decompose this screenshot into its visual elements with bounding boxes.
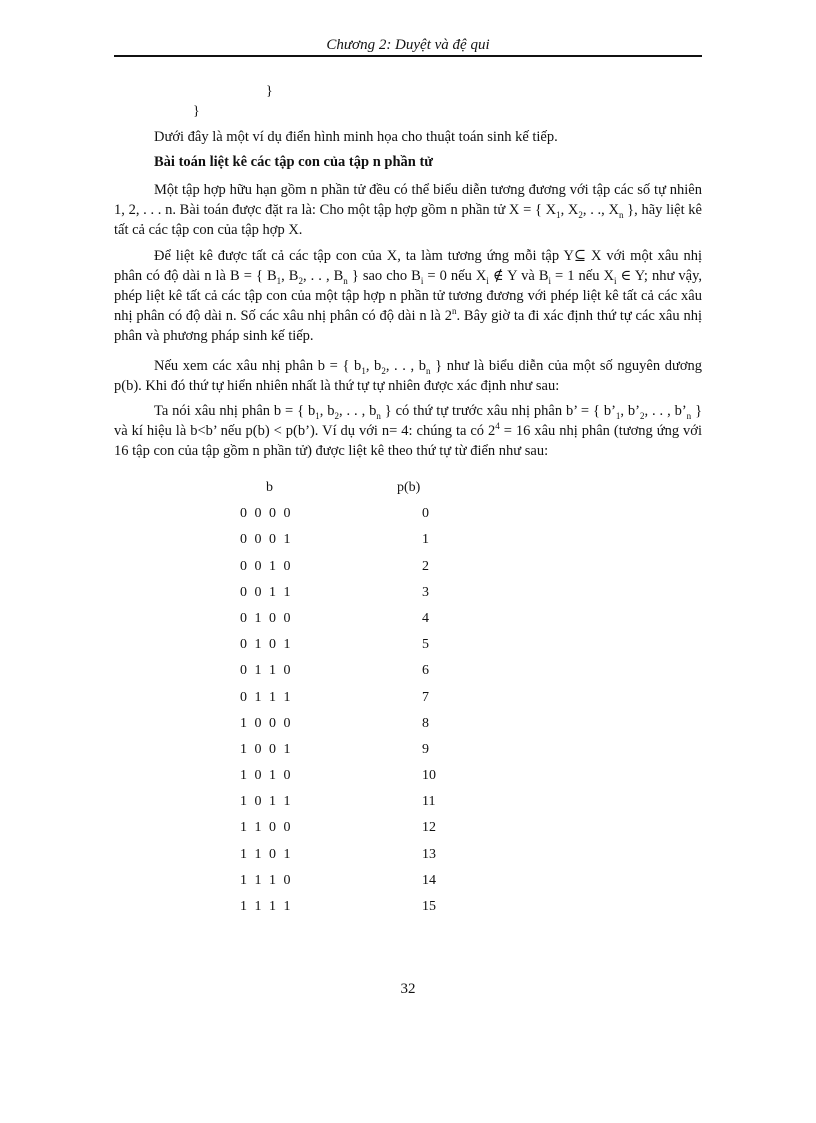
value-cell: 0 <box>422 506 429 522</box>
table-row <box>200 899 500 925</box>
table-row <box>200 611 500 637</box>
binary-string-cell: 0 1 0 1 <box>240 637 293 653</box>
binary-string-cell: 0 0 1 0 <box>240 558 293 574</box>
table-row <box>200 532 500 558</box>
binary-string-cell: 0 1 0 0 <box>240 610 293 626</box>
paragraph-order-example: Ta nói xâu nhị phân b = { $b_1$, $b_2$, . . , $b_n$ } có thứ tự trước xâu nhị phân b’ = { $b’_1$, $b’_2$, . . , $b’_n$ } và kí hiệu là b<b’ nếu p(b) < p(b’). Ví dụ với n= 4: chúng ta có $2^4 = 16$ xâu nhị phân (tương ứng với 16 tập con của tập gồm n phần tử) được liệt kê theo thứ tự từ điển như sau: <box>114 403 703 459</box>
value-cell: 3 <box>422 584 429 600</box>
table-row <box>200 506 500 532</box>
header-rule <box>114 55 702 57</box>
code-brace-outer: } <box>193 104 200 119</box>
table-row <box>200 794 500 820</box>
binary-string-cell: 1 0 0 0 <box>240 715 293 731</box>
binary-string-cell: 0 0 1 1 <box>240 584 293 600</box>
column-header-b: b <box>266 480 273 495</box>
chapter-header: Chương 2: Duyệt và đệ qui <box>326 37 490 53</box>
table-row <box>200 559 500 585</box>
table-row <box>200 820 500 846</box>
value-cell: 12 <box>422 820 436 836</box>
table-row <box>200 690 500 716</box>
table-row <box>200 742 500 768</box>
binary-string-cell: 0 1 1 1 <box>240 689 293 705</box>
value-cell: 5 <box>422 637 429 653</box>
table-row <box>200 637 500 663</box>
value-cell: 15 <box>422 899 436 914</box>
binary-string-table <box>200 480 500 925</box>
paragraph-binary-mapping: Để liệt kê được tất cả các tập con của X, ta làm tương ứng mỗi tập Y⊆ X với một xâu nhị phân có độ dài n là B = { $B_1$, $B_2$, . . , $B_n$ } sao cho $B_i = 0$ nếu $X_i$ ∉ Y và $B_i = 1$ nếu $X_i$ ∈ Y; như vậy, phép liệt kê tất cả các tập con của một tập hợp n phần tử tương đương với phép liệt kê tất cả các xâu nhị phân có độ dài n. Số các xâu nhị phân có độ dài n là 2$^n$. Bây giờ ta đi xác định thứ tự các xâu nhị phân và phương pháp sinh kế tiếp. <box>114 248 703 344</box>
binary-string-cell: 0 0 0 0 <box>240 506 293 522</box>
binary-string-cell: 1 1 1 1 <box>240 899 293 914</box>
intro-paragraph: Dưới đây là một ví dụ điển hình minh họa cho thuật toán sinh kế tiếp. <box>154 129 558 145</box>
value-cell: 1 <box>422 532 429 548</box>
value-cell: 6 <box>422 663 429 679</box>
table-body <box>200 506 500 925</box>
value-cell: 2 <box>422 558 429 574</box>
table-row <box>200 663 500 689</box>
binary-string-cell: 1 1 0 0 <box>240 820 293 836</box>
binary-string-cell: 0 1 1 0 <box>240 663 293 679</box>
binary-string-cell: 1 0 1 0 <box>240 768 293 784</box>
value-cell: 13 <box>422 846 436 862</box>
table-row <box>200 768 500 794</box>
table-row <box>200 716 500 742</box>
value-cell: 10 <box>422 768 436 784</box>
binary-string-cell: 1 1 1 0 <box>240 872 293 888</box>
page-number: 32 <box>400 981 416 997</box>
column-header-pb: p(b) <box>397 480 421 495</box>
table-row <box>200 873 500 899</box>
binary-string-cell: 1 0 1 1 <box>240 794 293 810</box>
value-cell: 4 <box>422 610 429 626</box>
binary-string-cell: 1 0 0 1 <box>240 741 293 757</box>
paragraph-set-definition: Một tập hợp hữu hạn gồm n phần tử đều có thể biểu diễn tương đương với tập các số tự nhiên 1, 2, . . . n. Bài toán được đặt ra là: Cho một tập hợp gồm n phần tử X = { $X_1$, $X_2$, . ., $X_n$ }, hãy liệt kê tất cả các tập con của tập hợp X. <box>114 182 702 238</box>
paragraph-natural-order: Nếu xem các xâu nhị phân b = { $b_1$, $b_2$, . . , $b_n$ } như là biểu diễn của một số nguyên dương p(b). Khi đó thứ tự hiển nhiên nhất là thứ tự tự nhiên được xác định như sau: <box>114 358 703 394</box>
value-cell: 7 <box>422 689 429 705</box>
binary-string-cell: 1 1 0 1 <box>240 846 293 862</box>
table-row <box>200 585 500 611</box>
value-cell: 9 <box>422 741 429 757</box>
table-row <box>200 847 500 873</box>
table-header-row <box>200 480 500 506</box>
code-brace-inner: } <box>266 84 273 99</box>
binary-string-cell: 0 0 0 1 <box>240 532 293 548</box>
section-heading: Bài toán liệt kê các tập con của tập n phần tử <box>154 154 433 170</box>
value-cell: 8 <box>422 715 429 731</box>
value-cell: 14 <box>422 872 436 888</box>
value-cell: 11 <box>422 794 436 810</box>
